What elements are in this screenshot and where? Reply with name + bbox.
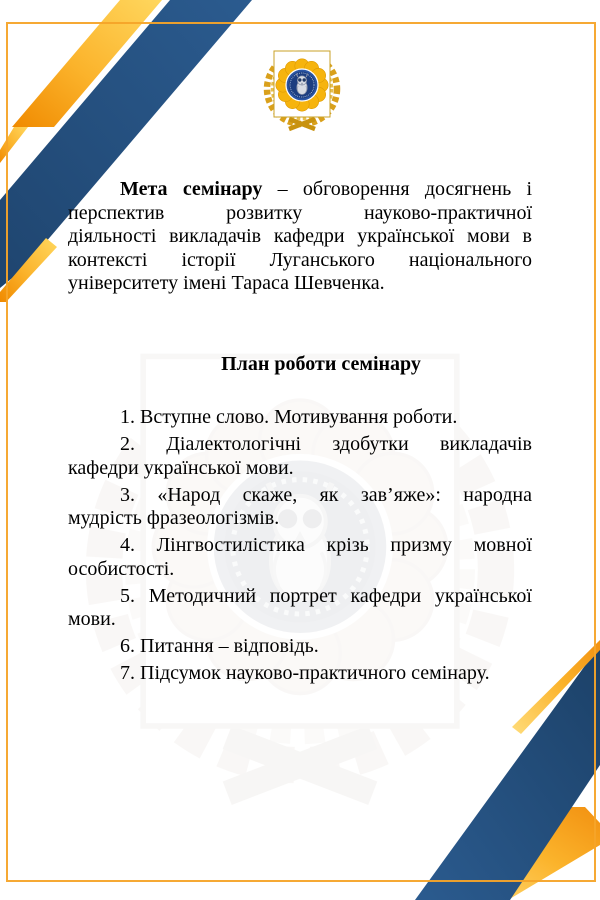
plan-heading: План роботи семінару — [221, 352, 421, 375]
mission-lead: Мета семінару — [120, 178, 263, 200]
text-line: університету імені Тараса Шевченка. — [68, 272, 385, 294]
plan-item — [68, 406, 532, 430]
text-line: 4. Лінгвостилістика крізь призму мовної — [120, 534, 532, 556]
text-line: 1. Вступне слово. Мотивування роботи. — [120, 406, 458, 428]
text-line: особистості. — [68, 557, 175, 580]
plan-item — [68, 484, 532, 531]
text-line: 6. Питання – відповідь. — [120, 635, 319, 657]
top-left-gold-ribbon-tail — [0, 127, 28, 163]
text-line: контексті історії Луганського національного — [68, 248, 532, 271]
text-line: 2. Діалектологічні здобутки викладачів — [120, 433, 532, 455]
mission-body — [68, 202, 532, 296]
text-line: мови. — [68, 608, 116, 630]
text-line: перспектив розвитку науково-практичної — [68, 201, 532, 224]
text-line: 7. Підсумок науково-практичного семінару. — [120, 662, 490, 684]
text-line: 3. «Народ скаже, як зав’яже»: народна — [120, 483, 532, 506]
plan-item — [68, 534, 532, 581]
text-line: діяльності викладачів кафедри української мови в — [68, 225, 532, 247]
text-line: 5. Методичний портрет кафедри української — [120, 584, 532, 607]
mission-line-1-rest: – обговорення досягнень і — [262, 178, 532, 200]
plan-list — [68, 406, 532, 686]
text-line: мудрість фразеологізмів. — [68, 507, 280, 529]
plan-item — [68, 585, 532, 632]
page-content — [68, 178, 532, 689]
mission-paragraph — [68, 178, 532, 296]
university-logo — [267, 51, 337, 129]
plan-item — [68, 662, 532, 686]
plan-item — [68, 433, 532, 480]
mission-line-1 — [68, 178, 532, 202]
plan-item — [68, 635, 532, 659]
text-line: кафедри української мови. — [68, 456, 294, 479]
